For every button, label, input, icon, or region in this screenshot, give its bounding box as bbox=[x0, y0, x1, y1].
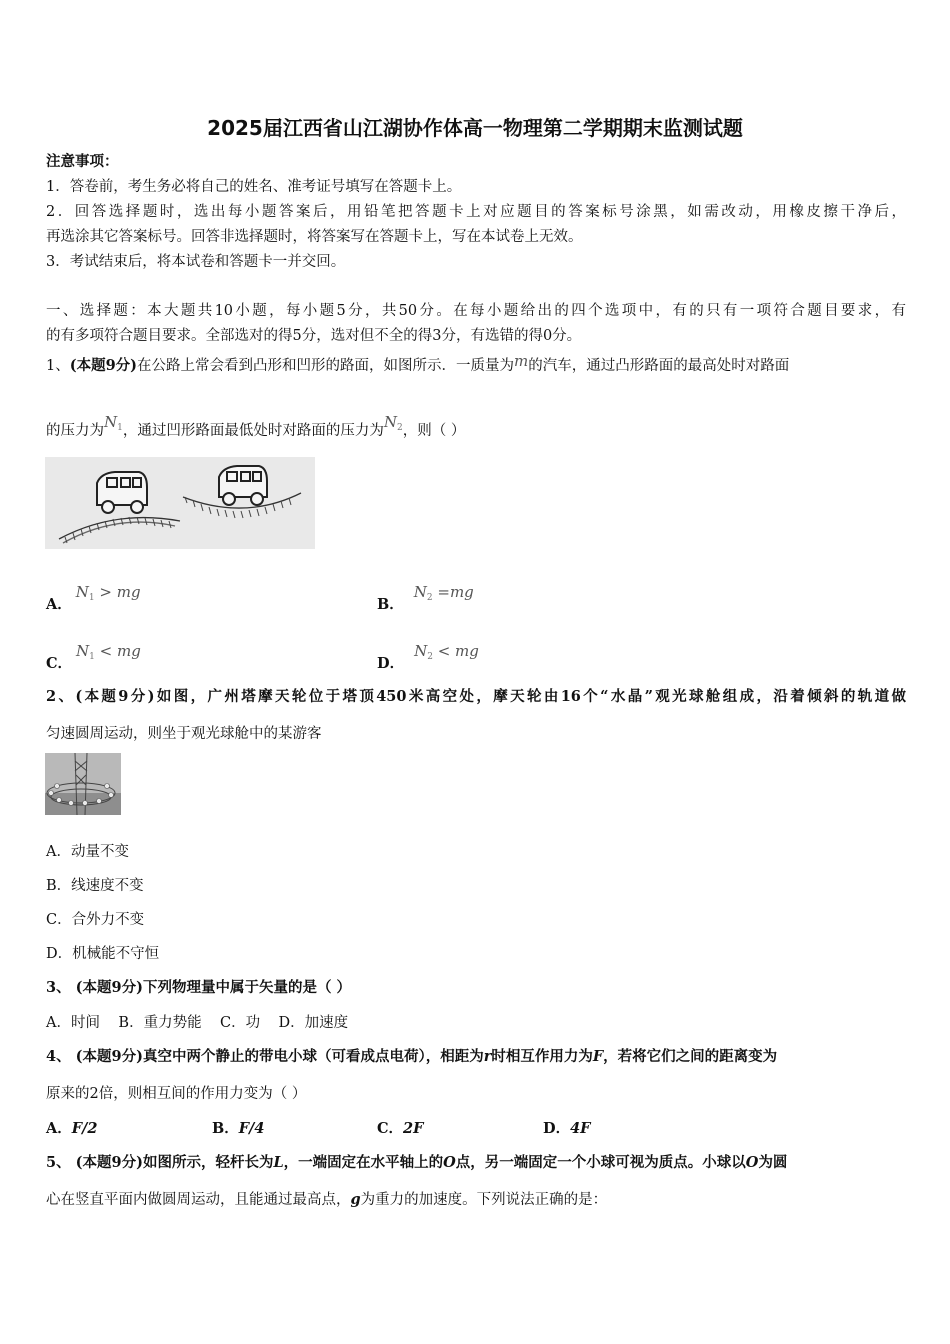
section-intro-1: 一、选择题：本大题共10小题，每小题5分，共50分。在每小题给出的四个选项中，有的只有一项符合题目要求，有 bbox=[46, 303, 906, 319]
q4-option-a[interactable]: A．F/2 bbox=[46, 1120, 98, 1137]
question-5-line-2: 心在竖直平面内做圆周运动，且能通过最高点，g为重力的加速度。下列说法正确的是： bbox=[46, 1191, 608, 1208]
page-title: 2025届江西省山江湖协作体高一物理第二学期期末监测试题 bbox=[207, 116, 743, 140]
question-4-line-1: 4、 (本题9分)真空中两个静止的带电小球（可看成点电荷），相距为r时相互作用力为F，若将它们之间的距离变为 bbox=[46, 1048, 778, 1065]
q2-option-b[interactable]: B．线速度不变 bbox=[46, 878, 144, 894]
question-2-line-1: 2、(本题9分)如图，广州塔摩天轮位于塔顶450米高空处，摩天轮由16个“水晶”观光球舱组成，沿着倾斜的轨道做 bbox=[46, 688, 906, 705]
q2-option-d[interactable]: D．机械能不守恒 bbox=[46, 946, 160, 962]
notice-item-3: 3．考试结束后，将本试卷和答题卡一并交回。 bbox=[46, 254, 346, 270]
section-intro-2: 的有多项符合题目要求。全部选对的得5分，选对但不全的得3分，有选错的得0分。 bbox=[46, 328, 582, 344]
question-5-line-1: 5、 (本题9分)如图所示，轻杆长为L，一端固定在水平轴上的O点，另一端固定一个小球可视为质点。小球以O为圆 bbox=[46, 1154, 788, 1171]
q1-option-a[interactable]: A．$N_1$ > mg bbox=[46, 583, 141, 613]
q1-option-b[interactable]: B．$N_2 =mg$ bbox=[377, 583, 474, 613]
q3-options[interactable]: A．时间 B．重力势能 C．功 D．加速度 bbox=[46, 1015, 349, 1031]
notice-heading: 注意事项： bbox=[46, 153, 119, 170]
q2-option-a[interactable]: A．动量不变 bbox=[46, 844, 129, 860]
question-3-line-1: 3、 (本题9分)下列物理量中属于矢量的是（ ） bbox=[46, 979, 351, 996]
question-1-line-2: 的压力为$N_1$，通过凹形路面最低处时对路面的压力为$N_2$，则（ ） bbox=[46, 413, 466, 439]
n1-symbol: $N_1$ bbox=[104, 413, 123, 433]
notice-item-1: 1．答卷前，考生务必将自己的姓名、准考证号填写在答题卡上。 bbox=[46, 179, 462, 195]
mass-symbol: m bbox=[514, 352, 529, 370]
question-2-line-2: 匀速圆周运动，则坐于观光球舱中的某游客 bbox=[46, 726, 322, 742]
q4-option-c[interactable]: C．2F bbox=[377, 1120, 424, 1137]
question-4-line-2: 原来的2倍，则相互间的作用力变为（ ） bbox=[46, 1086, 307, 1102]
q4-option-d[interactable]: D．4F bbox=[543, 1120, 591, 1137]
cars-on-bumpy-road-image bbox=[45, 457, 315, 549]
notice-item-2b: 再选涂其它答案标号。回答非选择题时，将答案写在答题卡上，写在本试卷上无效。 bbox=[46, 229, 583, 245]
q1-option-d[interactable]: D．$N_2$ < mg bbox=[377, 642, 479, 672]
question-1-line-1: 1、(本题9分)在公路上常会看到凸形和凹形的路面，如图所示．一质量为m的汽车，通过凸形路面的最高处时对路面 bbox=[46, 352, 790, 374]
canton-tower-ferris-wheel-image bbox=[45, 753, 121, 815]
q4-option-b[interactable]: B．F/4 bbox=[212, 1120, 265, 1137]
q1-option-c[interactable]: C．$N_1$ < mg bbox=[46, 642, 141, 672]
notice-item-2a: 2．回答选择题时，选出每小题答案后，用铅笔把答题卡上对应题目的答案标号涂黑，如需改动，用橡皮擦干净后， bbox=[46, 204, 906, 220]
q2-option-c[interactable]: C．合外力不变 bbox=[46, 912, 145, 928]
n2-symbol: $N_2$ bbox=[383, 413, 403, 433]
